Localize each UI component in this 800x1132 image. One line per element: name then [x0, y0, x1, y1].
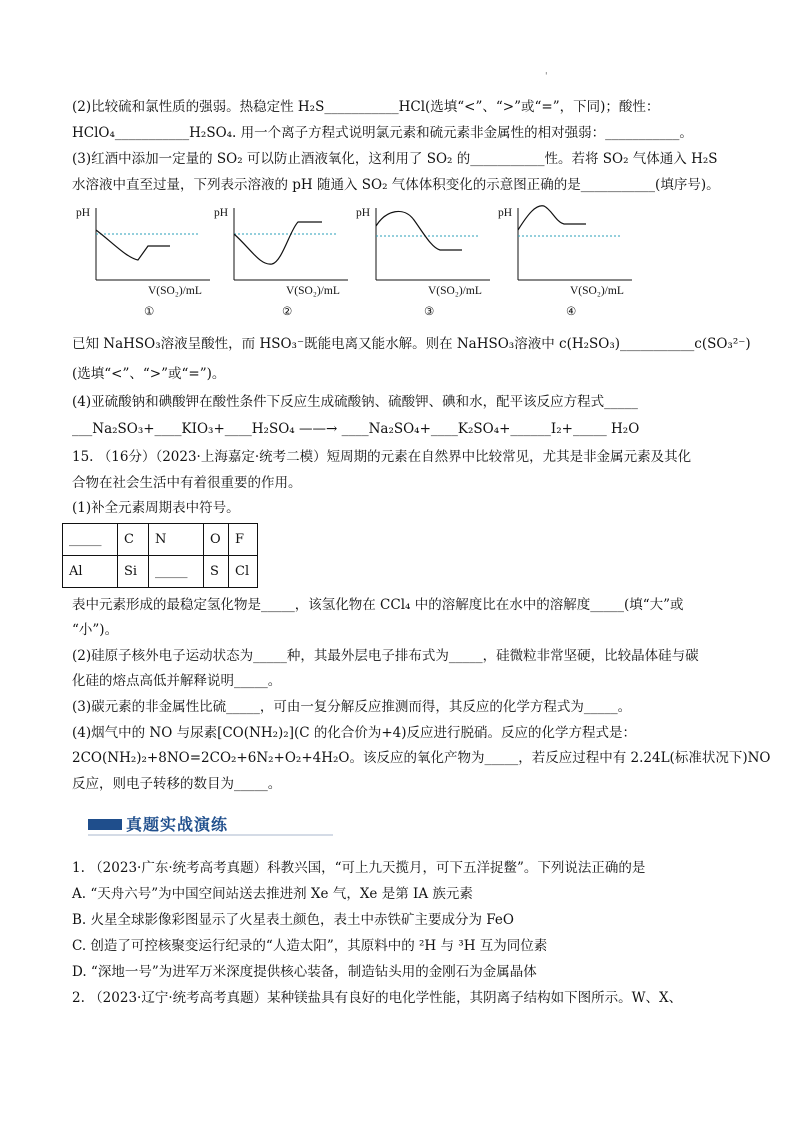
q14-part4-line1: (4)亚硫酸钠和碘酸钾在酸性条件下反应生成硫酸钠、硫酸钾、碘和水，配平该反应方程式_____: [72, 394, 638, 410]
q15-part1: (1)补全元素周期表中符号。: [72, 500, 240, 516]
table-cell: S: [204, 556, 229, 588]
graph-ylabel: pH: [76, 207, 91, 219]
table-cell: _____: [149, 556, 204, 588]
graph-number: ④: [566, 306, 577, 318]
real-q1-option-c: C. 创造了可控核聚变运行纪录的“人造太阳”，其原料中的 ²H 与 ³H 互为同位素: [72, 938, 548, 954]
table-row: [63, 556, 258, 588]
q15-part4-equation: 2CO(NH₂)₂+8NO=2CO₂+6N₂+O₂+4H₂O。该反应的氧化产物为_____，若反应过程中有 2.24L(标准状况下)NO: [72, 750, 771, 766]
q15-part2-line1: (2)硅原子核外电子运动状态为_____种，其最外层电子排布式为_____，硅微粒非常坚硬，比较晶体硅与碳: [72, 648, 699, 664]
graph-ylabel: pH: [498, 207, 513, 219]
graph-number: ③: [424, 306, 435, 318]
banner-title: 真题实战演练: [126, 815, 229, 834]
banner-underline: [88, 834, 333, 836]
ph-graph-4: [494, 200, 644, 325]
table-cell: Si: [118, 556, 149, 588]
q15-part4-line1: (4)烟气中的 NO 与尿素[CO(NH₂)₂](C 的化合价为+4)反应进行脱硝。反应的化学方程式是：: [72, 725, 637, 741]
graph-number: ①: [144, 306, 155, 318]
real-q1-option-a: A. “天舟六号”为中国空间站送去推进剂 Xe 气，Xe 是第 IA 族元素: [72, 886, 473, 902]
graph-xlabel: V(SO₂)/mL: [148, 285, 202, 297]
q15-after-table-line2: “小”)。: [72, 622, 119, 638]
q15-after-table-line1: 表中元素形成的最稳定氢化物是_____，该氢化物在 CCl₄ 中的溶解度比在水中的溶解度_____(填“大”或: [72, 597, 684, 613]
nahso3-line1: 已知 NaHSO₃溶液呈酸性，而 HSO₃⁻既能电离又能水解。则在 NaHSO₃溶液中 c(H₂SO₃)___________c(SO₃²⁻): [72, 336, 751, 352]
q15-head-line1: 15. （16分）（2023·上海嘉定·统考二模）短周期的元素在自然界中比较常见，尤其是非金属元素及其化: [72, 449, 692, 465]
table-cell: Cl: [229, 556, 258, 588]
graph-xlabel: V(SO₂)/mL: [428, 285, 482, 297]
table-cell: _____: [63, 524, 118, 556]
ph-graph-1: [72, 200, 222, 325]
q15-part2-line2: 化硅的熔点高低并解释说明_____。: [72, 673, 282, 689]
graph-xlabel: V(SO₂)/mL: [570, 285, 624, 297]
real-q1-option-d: D. “深地一号”为进军万米深度提供核心装备，制造钻头用的金刚石为金属晶体: [72, 964, 537, 980]
q14-part2-line1: (2)比较硫和氯性质的强弱。热稳定性 H₂S___________HCl(选填“<”、“>”或“=”，下同)；酸性：: [72, 99, 660, 115]
section-banner: [88, 812, 328, 836]
table-cell: O: [204, 524, 229, 556]
page-mark: ': [545, 72, 548, 82]
table-cell: C: [118, 524, 149, 556]
ph-graph-2: [210, 200, 360, 325]
banner-bar: [88, 819, 122, 830]
q15-head-line2: 合物在社会生活中有着很重要的作用。: [72, 475, 302, 491]
q15-part4-line3: 反应，则电子转移的数目为_____。: [72, 776, 282, 792]
real-q1-option-b: B. 火星全球影像彩图显示了火星表土颜色，表土中赤铁矿主要成分为 FeO: [72, 912, 514, 928]
q14-part3-line2: 水溶液中直至过量，下列表示溶液的 pH 随通入 SO₂ 气体体积变化的示意图正确的是___________(填序号)。: [72, 177, 720, 193]
graph-xlabel: V(SO₂)/mL: [286, 285, 340, 297]
graph-ylabel: pH: [214, 207, 229, 219]
table-cell: N: [149, 524, 204, 556]
q14-part2-line2: HClO₄___________H₂SO₄. 用一个离子方程式说明氯元素和硫元素非金属性的相对强弱：___________。: [72, 125, 693, 141]
table-cell: Al: [63, 556, 118, 588]
real-q2-head: 2. （2023·辽宁·统考高考真题）某种镁盐具有良好的电化学性能，其阴离子结构如下图所示。W、X、: [72, 990, 683, 1006]
table-row: [63, 524, 258, 556]
graph-ylabel: pH: [356, 207, 371, 219]
q14-part3-line1: (3)红酒中添加一定量的 SO₂ 可以防止酒液氧化，这利用了 SO₂ 的___________性。若将 SO₂ 气体通入 H₂S: [72, 151, 718, 167]
table-cell: F: [229, 524, 258, 556]
q15-part3: (3)碳元素的非金属性比硫_____，可由一复分解反应推测而得，其反应的化学方程式为_____。: [72, 699, 632, 715]
ph-graph-3: [352, 200, 502, 325]
q14-part4-equation: ___Na₂SO₃+____KIO₃+____H₂SO₄ ——→ ____Na₂SO₄+____K₂SO₄+______I₂+_____ H₂O: [72, 421, 640, 437]
nahso3-line2: (选填“<”、“>”或“=”)。: [72, 366, 226, 382]
real-q1-head: 1. （2023·广东·统考高考真题）科教兴国，“可上九天揽月，可下五洋捉鳖”。下列说法正确的是: [72, 860, 646, 876]
graph-number: ②: [282, 306, 293, 318]
periodic-table-fragment: [62, 523, 258, 588]
